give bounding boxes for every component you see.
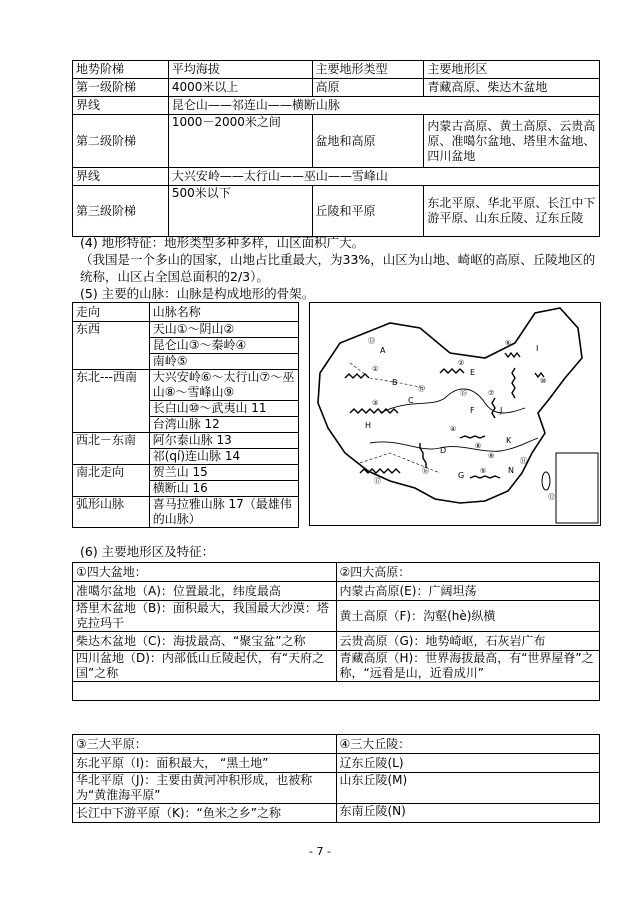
terrain-steps-table <box>72 60 600 237</box>
mountain-hatch <box>460 436 485 438</box>
basin-cell: 四川盆地（D)：内部低山丘陵起伏，有“天府之国”之称 <box>73 651 337 682</box>
boundary-label: 界线 <box>73 97 169 115</box>
table-row <box>73 601 600 632</box>
range-number: ⑩ <box>540 377 547 385</box>
mountain-hatch <box>505 353 520 357</box>
table-row <box>73 97 600 115</box>
direction-cell: 弧形山脉 <box>73 497 150 528</box>
step-name: 第一级阶梯 <box>73 79 169 97</box>
river-yellow <box>380 389 525 413</box>
header-cell: 山脉名称 <box>149 303 298 322</box>
mountain-item: 大兴安岭⑥～太行山⑦～巫山⑧～雪峰山⑨ <box>150 370 298 401</box>
plain-cell: 长江中下游平原（K)：“鱼米之乡”之称 <box>73 804 337 823</box>
table-row <box>73 497 299 528</box>
region-letter: K <box>506 436 512 445</box>
blank-cell <box>73 682 600 701</box>
mountain-item: 长白山⑩～武夷山 11 <box>150 401 298 417</box>
table-row <box>73 168 600 186</box>
table-row <box>73 370 299 433</box>
step-altitude: 500米以下 <box>168 186 312 237</box>
range-number: ② <box>458 359 465 367</box>
mountain-ranges-table <box>72 302 299 528</box>
mountain-item: 横断山 16 <box>152 481 208 495</box>
mountain-item: 天山①～阴山② <box>150 322 298 338</box>
regions-title: (6) 主要地形区及特征： <box>80 544 215 559</box>
table-row <box>73 79 600 97</box>
range-number: ⑫ <box>548 493 555 501</box>
mountain-explanation-note: （我国是一个多山的国家，山地占比重最大，为33%，山区为山地、崎岖的高原、丘陵地区的统称，山区占全国总面积的2/3）。 <box>80 252 596 284</box>
table-row <box>73 773 600 804</box>
hill-cell: 辽东丘陵(L) <box>336 754 600 773</box>
table-row <box>73 735 600 754</box>
region-letter: F <box>470 406 475 415</box>
step-altitude: 1000－2000米之间 <box>168 115 312 168</box>
step-type: 盆地和高原 <box>312 115 424 168</box>
region-letter: B <box>392 378 398 387</box>
region-letter: H <box>365 421 372 430</box>
table-row <box>73 582 600 601</box>
range-number: ⑬ <box>368 337 375 345</box>
range-number: ⑥ <box>505 339 512 347</box>
plateau-cell: 黄土高原（F)：沟壑(hè)纵横 <box>336 601 600 632</box>
mountain-item: 台湾山脉 12 <box>152 417 220 431</box>
table-row <box>73 465 299 497</box>
table-row <box>73 186 600 237</box>
header-cell: 主要地形区 <box>424 61 600 79</box>
plateau-cell: 云贵高原（G)：地势崎岖，石灰岩广布 <box>336 632 600 651</box>
step-regions: 内蒙古高原、黄土高原、云贵高原、准噶尔盆地、塔里木盆地、四川盆地 <box>424 115 600 168</box>
table-row <box>73 115 600 168</box>
table-row <box>73 322 299 370</box>
taiwan-island <box>542 472 550 490</box>
range-number: ⑮ <box>460 389 467 397</box>
table-row <box>73 303 299 322</box>
mountain-item: 祁(qí)连山脉 14 <box>152 449 241 463</box>
range-number: ⑪ <box>520 457 527 465</box>
region-letter: I <box>536 344 539 353</box>
range-number: ③ <box>372 399 379 407</box>
range-number: ⑦ <box>488 389 495 397</box>
range-number: ⑰ <box>374 477 381 485</box>
map-svg <box>310 303 600 525</box>
range-number: ⑤ <box>480 467 487 475</box>
header-cell: 走向 <box>73 303 150 322</box>
page-number: - 7 - <box>309 845 331 858</box>
range-number: ① <box>372 365 379 373</box>
boundary-label: 界线 <box>73 168 169 186</box>
header-cell: 平均海拔 <box>168 61 312 79</box>
plain-cell: 东北平原（I)：面积最大， “黑土地” <box>73 754 337 773</box>
region-letter: G <box>458 471 465 480</box>
plains-hills-table <box>72 734 600 823</box>
mountain-item: 喜马拉雅山脉 17（最雄伟的山脉） <box>149 497 298 528</box>
basins-plateaus-table <box>72 562 600 701</box>
region-letter: D <box>440 446 447 455</box>
china-outline <box>318 308 582 503</box>
region-letter: N <box>508 466 514 475</box>
basins-header: ①四大盆地： <box>73 563 337 582</box>
mountain-item: 阿尔泰山脉 13 <box>150 433 298 449</box>
mountain-hatch <box>420 443 426 468</box>
mountain-hatch <box>492 398 495 418</box>
basin-cell: 柴达木盆地（C)：海拔最高、“聚宝盆”之称 <box>73 632 337 651</box>
header-cell: 主要地形类型 <box>312 61 424 79</box>
region-letter: J <box>500 406 503 415</box>
table-row <box>73 754 600 773</box>
plains-header: ③三大平原： <box>73 735 337 754</box>
step-name: 第二级阶梯 <box>73 115 169 168</box>
mountain-hatch <box>345 374 369 378</box>
step-type: 高原 <box>312 79 424 97</box>
mountain-item: 贺兰山 15 <box>150 465 298 481</box>
mountain-hatch <box>512 368 515 398</box>
region-letter: C <box>408 396 414 405</box>
plateau-cell: 内蒙古高原(E)：广阔坦荡 <box>336 582 600 601</box>
plateau-cell: 青藏高原（H)：世界海拔最高，有“世界屋脊”之称，“远看是山，近看成川” <box>336 651 600 682</box>
direction-cell: 西北－东南 <box>73 433 150 465</box>
step-regions: 东北平原、华北平原、长江中下游平原、山东丘陵、辽东丘陵 <box>424 186 600 237</box>
basin-cell: 塔里木盆地（B)：面积最大，我国最大沙漠：塔克拉玛干 <box>73 601 337 632</box>
terrain-feature-note: (4) 地形特征：地形类型多种多样，山区面积广大。 <box>80 235 365 250</box>
river-yangtze <box>370 438 538 451</box>
hill-cell: 东南丘陵(N) <box>336 804 600 823</box>
hills-header: ④三大丘陵： <box>336 735 600 754</box>
border-line <box>350 363 425 388</box>
table-row <box>73 61 600 79</box>
table-row <box>73 433 299 465</box>
step-name: 第三级阶梯 <box>73 186 169 237</box>
range-number: ⑭ <box>418 385 425 393</box>
table-row <box>73 563 600 582</box>
mountain-hatch <box>440 369 464 373</box>
mountain-hatch <box>350 409 398 413</box>
range-number: ④ <box>450 425 457 433</box>
range-number: ⑯ <box>422 467 429 475</box>
range-number: ⑧ <box>475 442 482 450</box>
direction-cell: 东西 <box>73 322 150 370</box>
basin-cell: 准噶尔盆地（A)：位置最北，纬度最高 <box>73 582 337 601</box>
step-type: 丘陵和平原 <box>312 186 424 237</box>
direction-cell: 东北---西南 <box>73 370 150 433</box>
range-number: ⑨ <box>488 452 495 460</box>
boundary-text: 大兴安岭——太行山——巫山——雪峰山 <box>168 168 599 186</box>
mountain-hatch <box>470 476 500 478</box>
mountains-intro: (5) 主要的山脉：山脉是构成地形的骨架。 <box>80 286 315 301</box>
boundary-text: 昆仑山——祁连山——横断山脉 <box>168 97 599 115</box>
plateaus-header: ②四大高原： <box>336 563 600 582</box>
region-letter: A <box>380 346 386 355</box>
step-regions: 青藏高原、柴达木盆地 <box>424 79 600 97</box>
table-row <box>73 804 600 823</box>
table-row <box>73 632 600 651</box>
mountain-item: 昆仑山③～秦岭④ <box>150 338 298 354</box>
blank-row <box>73 682 600 701</box>
hill-cell: 山东丘陵(M) <box>336 773 600 804</box>
region-letter: E <box>470 368 476 377</box>
table-row <box>73 651 600 682</box>
china-terrain-map <box>309 302 601 526</box>
header-cell: 地势阶梯 <box>73 61 169 79</box>
south-sea-inset <box>556 453 598 523</box>
step-altitude: 4000米以上 <box>168 79 312 97</box>
mountain-item: 南岭⑤ <box>152 354 188 368</box>
plain-cell: 华北平原（J)：主要由黄河冲积形成，也被称为“黄淮海平原” <box>73 773 337 804</box>
direction-cell: 南北走向 <box>73 465 150 497</box>
